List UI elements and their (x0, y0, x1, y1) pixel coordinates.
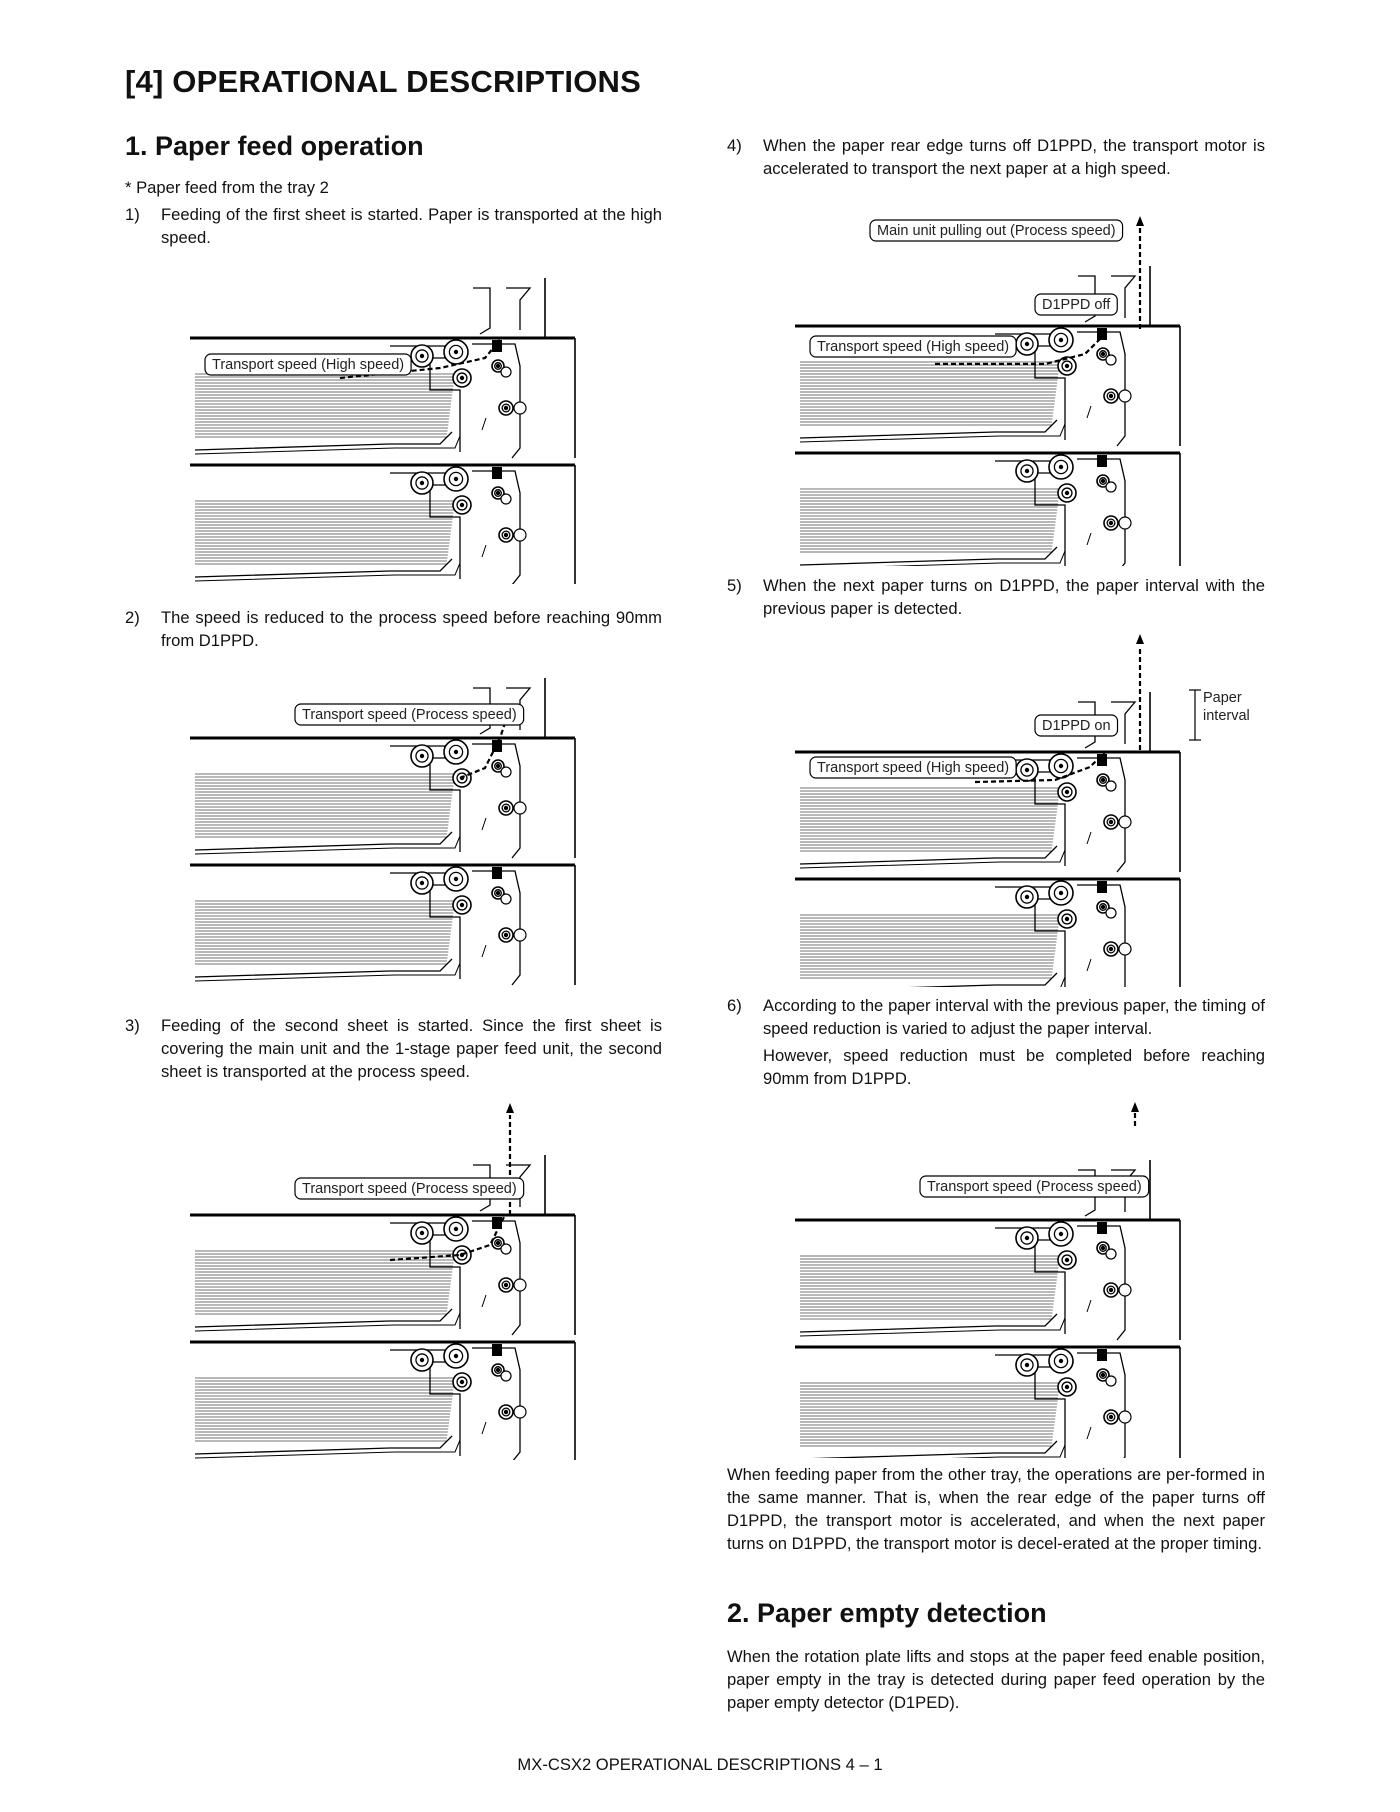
pinch-roller (1119, 943, 1131, 955)
empty-detector-lever (482, 945, 486, 957)
main-unit-guide-left (473, 288, 490, 334)
pinch-roller-upper (501, 367, 511, 377)
transport-roller-hub (1101, 479, 1105, 483)
feed-roller-hub (454, 1354, 458, 1358)
d1ppd-sensor (492, 867, 502, 879)
transport-roller-lower-hub (504, 933, 508, 937)
section-heading-paper-empty: 2. Paper empty detection (727, 1598, 1047, 1628)
tray-bottom-plate (195, 559, 452, 577)
pickup-roller-hub (1025, 342, 1029, 346)
pickup-roller-hub (420, 354, 424, 358)
diagram-group (190, 678, 575, 985)
tray-bottom-plate (195, 432, 452, 450)
empty-detector-lever (1087, 959, 1091, 971)
step-number: 5) (727, 576, 742, 595)
transport-roller-hub (1101, 1246, 1105, 1250)
rotation-plate (195, 1313, 460, 1331)
pinch-roller-upper (1106, 781, 1116, 791)
feed-roller-hub (454, 1227, 458, 1231)
diagram-group (795, 1102, 1180, 1458)
step-number: 2) (125, 608, 140, 627)
rotation-plate (800, 1445, 1065, 1458)
pickup-roller-hub (420, 1231, 424, 1235)
speed-label: Transport speed (High speed) (817, 760, 1010, 776)
feed-diagram-1 (190, 258, 610, 584)
feed-roller-hub (454, 750, 458, 754)
sensor-label: D1PPD on (1042, 718, 1111, 734)
pinch-roller-upper (501, 1244, 511, 1254)
step-2 (125, 606, 662, 656)
pickup-roller-hub (1025, 768, 1029, 772)
rotation-plate (800, 424, 1065, 442)
step-6-extra: However, speed reduction must be completed before reaching 90mm from D1PPD. (763, 1046, 1265, 1088)
diagram-group (190, 278, 575, 584)
step-number: 3) (125, 1016, 140, 1035)
d1ppd-sensor (492, 1217, 502, 1229)
figure-1 (190, 258, 610, 584)
empty-detector-lever (482, 1422, 486, 1434)
pinch-roller (1119, 1284, 1131, 1296)
pinch-roller (514, 529, 526, 541)
transport-roller-lower-hub (504, 533, 508, 537)
rotation-plate (195, 436, 460, 454)
pinch-roller-upper (1106, 1376, 1116, 1386)
separation-roller-hub (1065, 1258, 1069, 1262)
step-text: When the paper rear edge turns off D1PPD, the transport motor is accelerated to transport the next paper at a high speed. (763, 136, 1265, 178)
empty-detector-lever (482, 818, 486, 830)
separation-roller-hub (1065, 1385, 1069, 1389)
sensor-label: D1PPD off (1042, 297, 1111, 313)
paper-exit-arrow (1136, 634, 1144, 644)
empty-detector-lever (1087, 832, 1091, 844)
step-text: Feeding of the first sheet is started. Paper is transported at the high speed. (161, 205, 662, 247)
separation-roller-hub (460, 903, 464, 907)
pickup-roller-hub (420, 881, 424, 885)
speed-label: Transport speed (High speed) (817, 339, 1010, 355)
separation-roller-hub (460, 503, 464, 507)
empty-detector-lever (482, 545, 486, 557)
paper-exit-arrow (506, 1103, 514, 1113)
speed-label: Transport speed (Process speed) (302, 1181, 517, 1197)
transport-roller-hub (496, 764, 500, 768)
transport-roller-lower-hub (1109, 947, 1113, 951)
pickup-roller-hub (1025, 1236, 1029, 1240)
empty-detector-lever (482, 418, 486, 430)
pinch-roller-upper (1106, 355, 1116, 365)
section-heading-paper-feed: 1. Paper feed operation (125, 131, 424, 161)
tray-bottom-plate (800, 547, 1057, 565)
step-text: The speed is reduced to the process speed before reaching 90mm from D1PPD. (161, 608, 662, 650)
pinch-roller-upper (501, 894, 511, 904)
pinch-roller (1119, 1411, 1131, 1423)
empty-detector-lever (1087, 1427, 1091, 1439)
pinch-roller (514, 1279, 526, 1291)
transport-roller-lower-hub (1109, 1288, 1113, 1292)
tray-bottom-plate (195, 1436, 452, 1454)
transport-roller-hub (496, 1241, 500, 1245)
transport-roller-lower-hub (504, 1283, 508, 1287)
paper-exit-arrow (1136, 216, 1144, 226)
transport-roller-lower-hub (504, 1410, 508, 1414)
step-number: 6) (727, 996, 742, 1015)
pinch-roller-upper (1106, 482, 1116, 492)
separation-roller-hub (460, 376, 464, 380)
transport-roller-lower-hub (504, 406, 508, 410)
tray-bottom-plate (800, 1314, 1057, 1332)
empty-detector-lever (1087, 1300, 1091, 1312)
step-5 (727, 574, 1265, 624)
diagram-group (795, 634, 1250, 987)
separation-roller-hub (1065, 917, 1069, 921)
feed-roller-hub (1059, 1359, 1063, 1363)
transport-roller-lower-hub (1109, 521, 1113, 525)
feed-roller-hub (454, 350, 458, 354)
rotation-plate (195, 836, 460, 854)
d1ppd-sensor (1097, 881, 1107, 893)
feed-roller-hub (1059, 891, 1063, 895)
speed-label: Transport speed (Process speed) (927, 1179, 1142, 1195)
figure-3 (190, 1095, 610, 1460)
separation-roller-hub (1065, 790, 1069, 794)
feed-roller-hub (1059, 764, 1063, 768)
rotation-plate (195, 1440, 460, 1458)
transport-roller-hub (1101, 1373, 1105, 1377)
transport-roller-hub (496, 491, 500, 495)
feed-roller-hub (454, 877, 458, 881)
diagram-group (190, 1103, 575, 1460)
diagram-group (795, 216, 1180, 566)
d1ppd-sensor (1097, 455, 1107, 467)
transport-roller-hub (496, 891, 500, 895)
pinch-roller-upper (501, 1371, 511, 1381)
transport-roller-hub (1101, 352, 1105, 356)
step-3 (125, 1014, 662, 1088)
rotation-plate (195, 563, 460, 581)
transport-guide (1077, 885, 1125, 987)
paper-exit-arrow (1131, 1102, 1139, 1112)
tray-bottom-plate (800, 420, 1057, 438)
d1ppd-sensor (1097, 328, 1107, 340)
page-title: [4] OPERATIONAL DESCRIPTIONS (125, 64, 641, 99)
main-unit-guide-right (506, 288, 530, 330)
separation-roller-hub (1065, 364, 1069, 368)
pickup-roller-hub (420, 1358, 424, 1362)
step-text: Feeding of the second sheet is started. Since the first sheet is covering the main unit and the 1-stage paper feed unit, the second sheet is transported at the process speed. (161, 1016, 662, 1081)
transport-roller-hub (1101, 778, 1105, 782)
figure-5 (795, 632, 1265, 987)
feed-diagram-4 (795, 214, 1215, 566)
figure-2 (190, 668, 610, 988)
tray-note: * Paper feed from the tray 2 (125, 178, 329, 197)
rotation-plate (195, 963, 460, 981)
top-label: Main unit pulling out (Process speed) (877, 223, 1116, 239)
pickup-roller-hub (1025, 469, 1029, 473)
step-4 (727, 134, 1265, 208)
pickup-roller-hub (420, 754, 424, 758)
paper-empty-paragraph: When the rotation plate lifts and stops at the paper feed enable position, paper empty in the tray is detected during paper feed operation by the paper empty detector (D1PED). (727, 1647, 1265, 1712)
d1ppd-sensor (492, 340, 502, 352)
pinch-roller (514, 802, 526, 814)
speed-label: Transport speed (High speed) (212, 357, 405, 373)
pinch-roller (514, 1406, 526, 1418)
rotation-plate (800, 850, 1065, 868)
empty-detector-lever (1087, 533, 1091, 545)
feed-diagram-3 (190, 1095, 610, 1460)
interval-label: Paper (1203, 690, 1242, 706)
other-tray-paragraph: When feeding paper from the other tray, the operations are per-formed in the same manner. That is, when the rear edge of the paper turns off D1PPD, the transport motor is accelerated, and when the next paper turns on D1PPD, the transport motor is decel-erated at the proper timing. (727, 1465, 1265, 1553)
transport-roller-lower-hub (1109, 820, 1113, 824)
tray-bottom-plate (195, 832, 452, 850)
pinch-roller-upper (501, 494, 511, 504)
step-text: According to the paper interval with the previous paper, the timing of speed reduction is varied to adjust the paper interval. (763, 996, 1265, 1038)
separation-roller-hub (460, 1380, 464, 1384)
speed-label: Transport speed (Process speed) (302, 707, 517, 723)
tray-bottom-plate (195, 959, 452, 977)
feed-diagram-6 (795, 1100, 1215, 1458)
pinch-roller-upper (501, 767, 511, 777)
feed-diagram-5 (795, 632, 1265, 987)
transport-roller-hub (496, 1368, 500, 1372)
figure-6 (795, 1100, 1215, 1458)
tray-bottom-plate (800, 1441, 1057, 1458)
pickup-roller-hub (1025, 895, 1029, 899)
pickup-roller-hub (1025, 1363, 1029, 1367)
feed-roller-hub (1059, 465, 1063, 469)
feed-roller-hub (1059, 1232, 1063, 1236)
step-number: 4) (727, 136, 742, 155)
step-1 (125, 203, 662, 253)
rotation-plate (800, 1318, 1065, 1336)
pickup-roller-hub (420, 481, 424, 485)
separation-roller-hub (1065, 491, 1069, 495)
pinch-roller (514, 929, 526, 941)
feed-diagram-2 (190, 668, 610, 988)
transport-roller-lower-hub (1109, 394, 1113, 398)
tray-bottom-plate (195, 1309, 452, 1327)
transport-roller-hub (496, 364, 500, 368)
pinch-roller (1119, 517, 1131, 529)
transport-roller-hub (1101, 905, 1105, 909)
feed-roller-hub (454, 477, 458, 481)
tray-bottom-plate (800, 846, 1057, 864)
d1ppd-sensor (1097, 1349, 1107, 1361)
pinch-roller (1119, 390, 1131, 402)
pinch-roller-upper (1106, 1249, 1116, 1259)
step-number: 1) (125, 205, 140, 224)
page-footer: MX-CSX2 OPERATIONAL DESCRIPTIONS 4 – 1 (517, 1755, 883, 1774)
pinch-roller (514, 402, 526, 414)
interval-label: interval (1203, 708, 1250, 724)
d1ppd-sensor (492, 467, 502, 479)
pinch-roller (1119, 816, 1131, 828)
transport-roller-lower-hub (1109, 1415, 1113, 1419)
step-text: When the next paper turns on D1PPD, the paper interval with the previous paper is detected. (763, 576, 1265, 618)
d1ppd-sensor (1097, 1222, 1107, 1234)
figure-4 (795, 214, 1215, 566)
d1ppd-sensor (492, 1344, 502, 1356)
feed-roller-hub (1059, 338, 1063, 342)
transport-roller-lower-hub (504, 806, 508, 810)
empty-detector-lever (482, 1295, 486, 1307)
pinch-roller-upper (1106, 908, 1116, 918)
empty-detector-lever (1087, 406, 1091, 418)
